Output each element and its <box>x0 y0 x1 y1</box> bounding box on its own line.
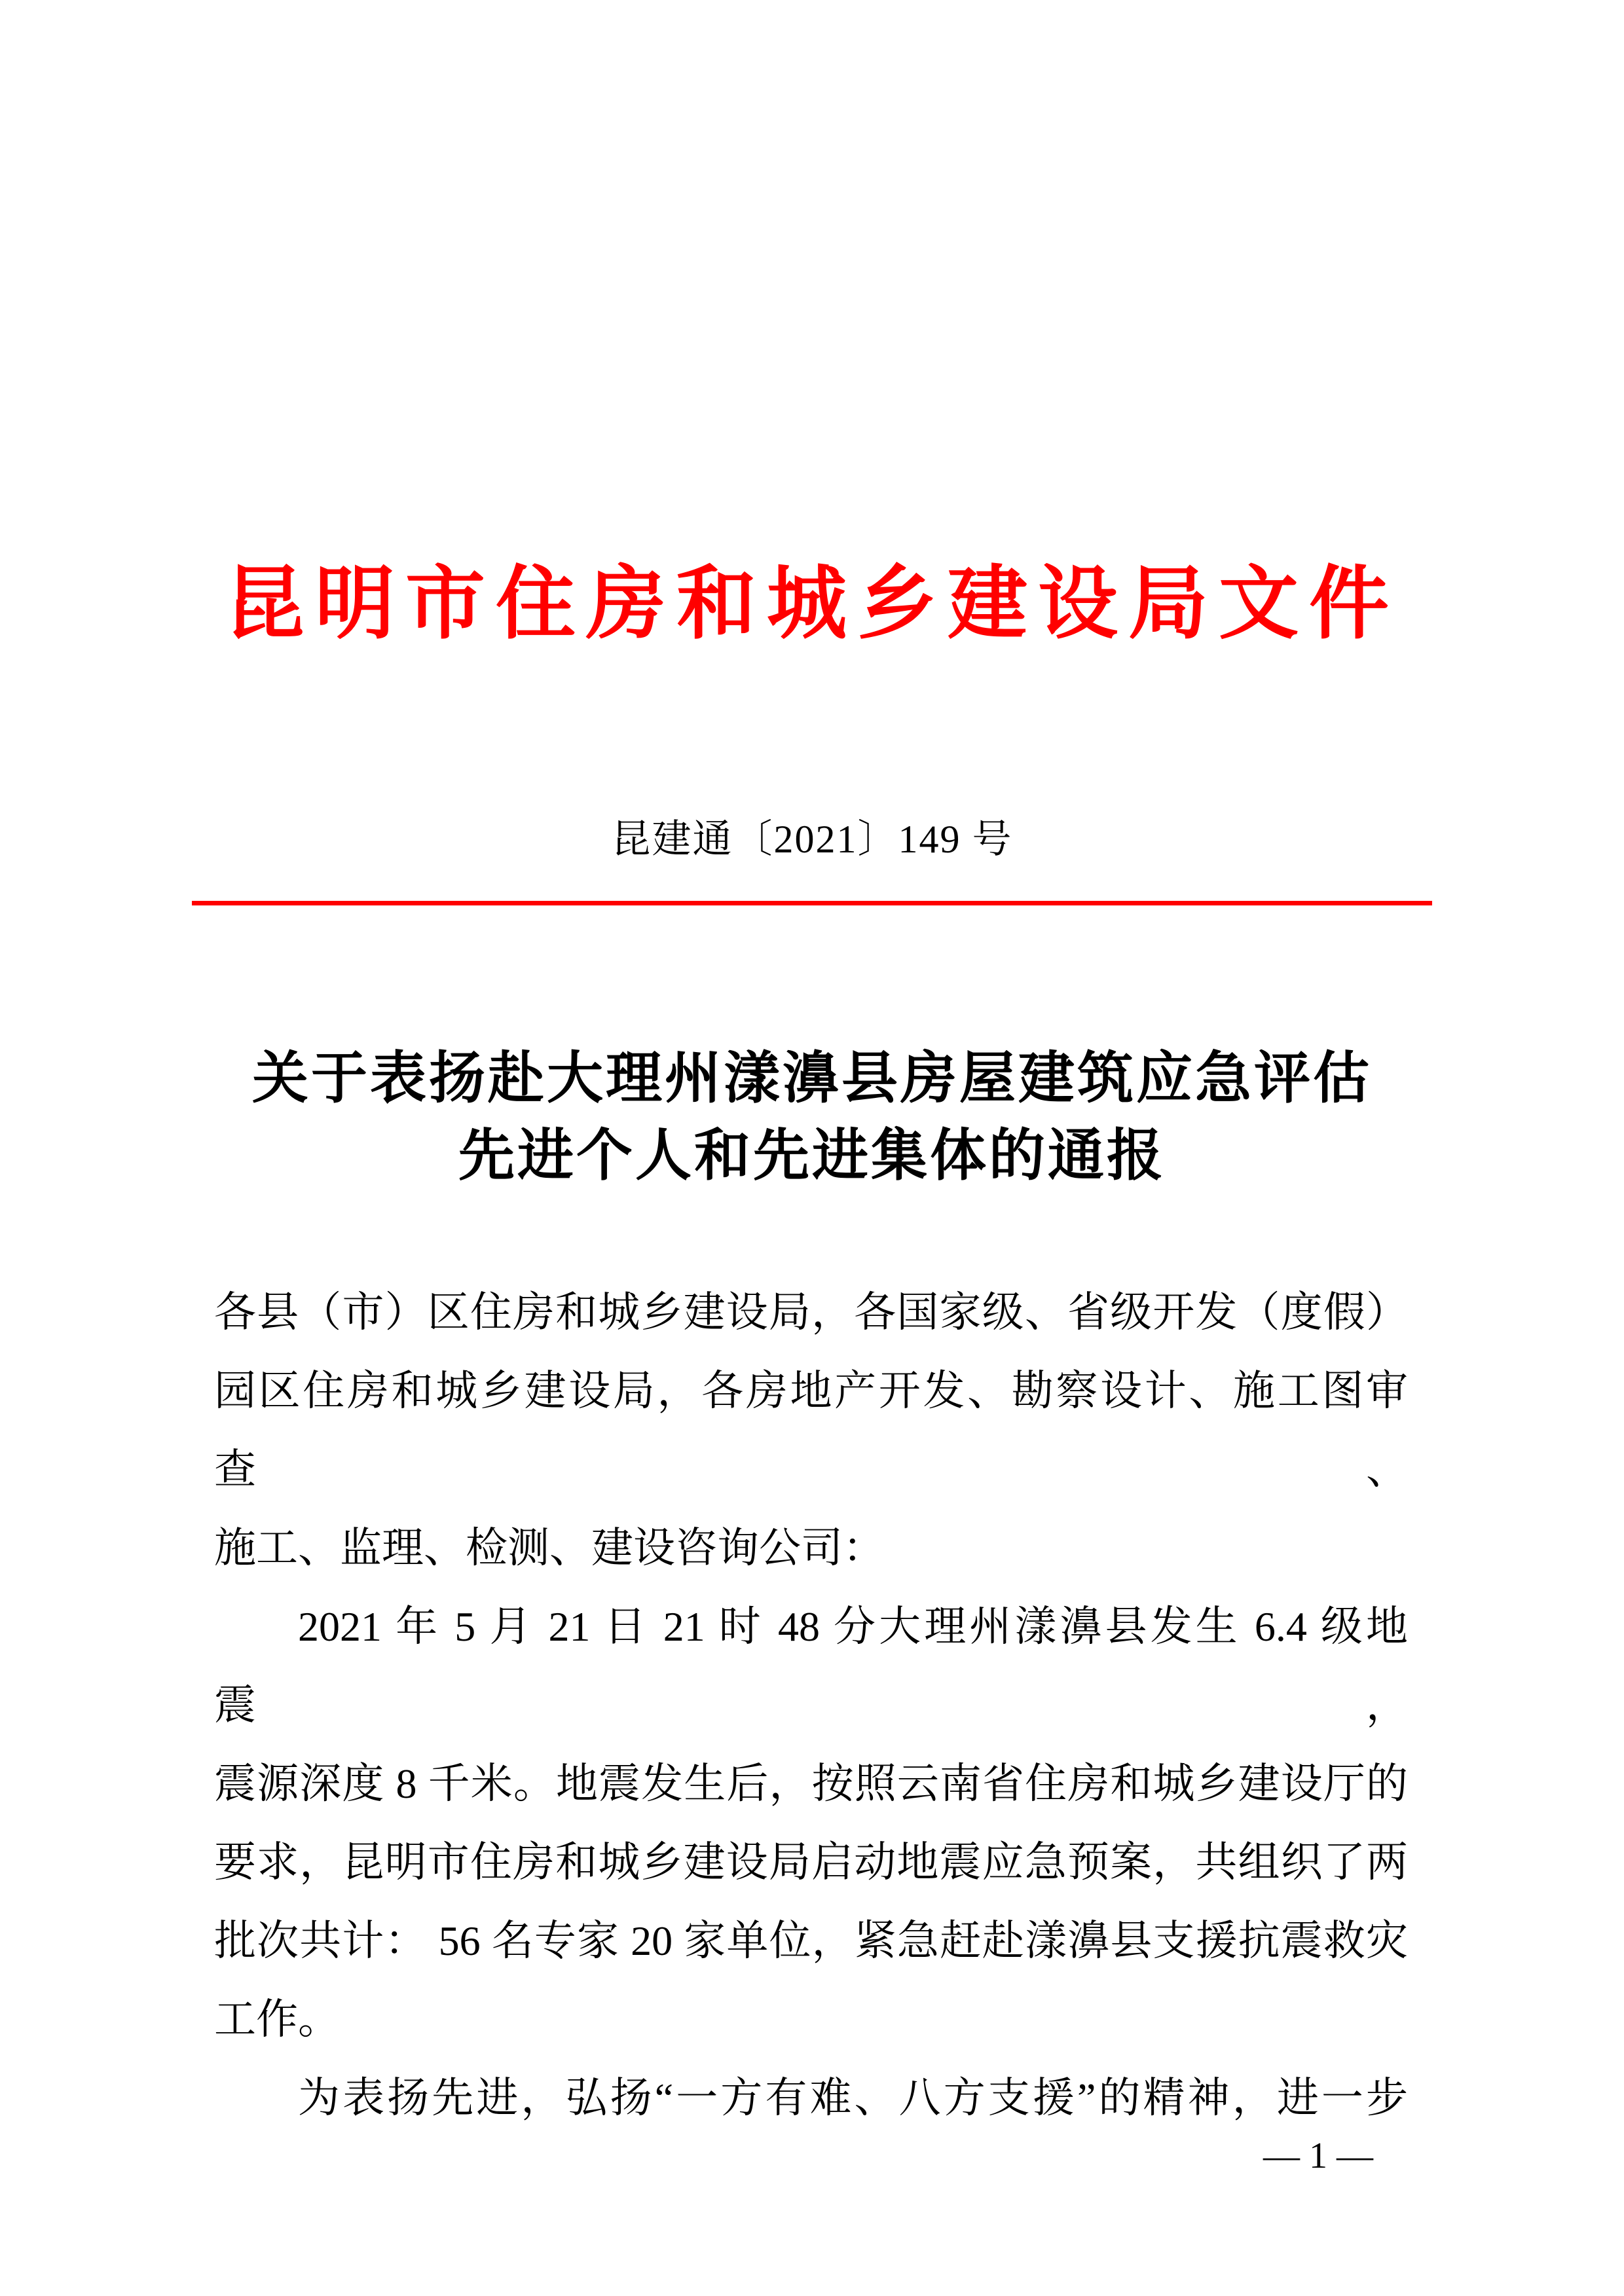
body-line: 为表扬先进，弘扬“一方有难、八方支援”的精神，进一步 <box>298 2075 1408 2121</box>
body-line: 批次共计： 56 名专家 20 家单位，紧急赶赴漾濞县支援抗震救灾 <box>214 1918 1408 1964</box>
page-number: — 1 — <box>1263 2136 1373 2176</box>
body-line: 震源深度 8 千米。地震发生后，按照云南省住房和城乡建设厅的 <box>214 1760 1408 1807</box>
body-line: 施工、监理、检测、建设咨询公司： <box>214 1525 885 1571</box>
body-line: 各县（市）区住房和城乡建设局，各国家级、省级开发（度假） <box>214 1289 1408 1336</box>
body-line: 2021 年 5 月 21 日 21 时 48 分大理州漾濞县发生 6.4 级地震， <box>214 1603 1408 1728</box>
doc-number: 昆建通〔2021〕149 号 <box>611 818 1013 861</box>
document-body <box>214 1273 1408 2138</box>
document-title <box>0 1040 1624 1194</box>
document-title-line1: 关于表扬赴大理州漾濞县房屋建筑应急评估 <box>252 1047 1372 1110</box>
body-line: 工作。 <box>214 1996 340 2043</box>
red-divider-line <box>192 901 1432 905</box>
body-line: 要求，昆明市住房和城乡建设局启动地震应急预案，共组织了两 <box>214 1839 1408 1886</box>
agency-title: 昆明市住房和城乡建设局文件 <box>225 559 1399 648</box>
document-title-line2: 先进个人和先进集体的通报 <box>458 1124 1166 1187</box>
body-line: 园区住房和城乡建设局，各房地产开发、勘察设计、施工图审查、 <box>214 1368 1408 1493</box>
